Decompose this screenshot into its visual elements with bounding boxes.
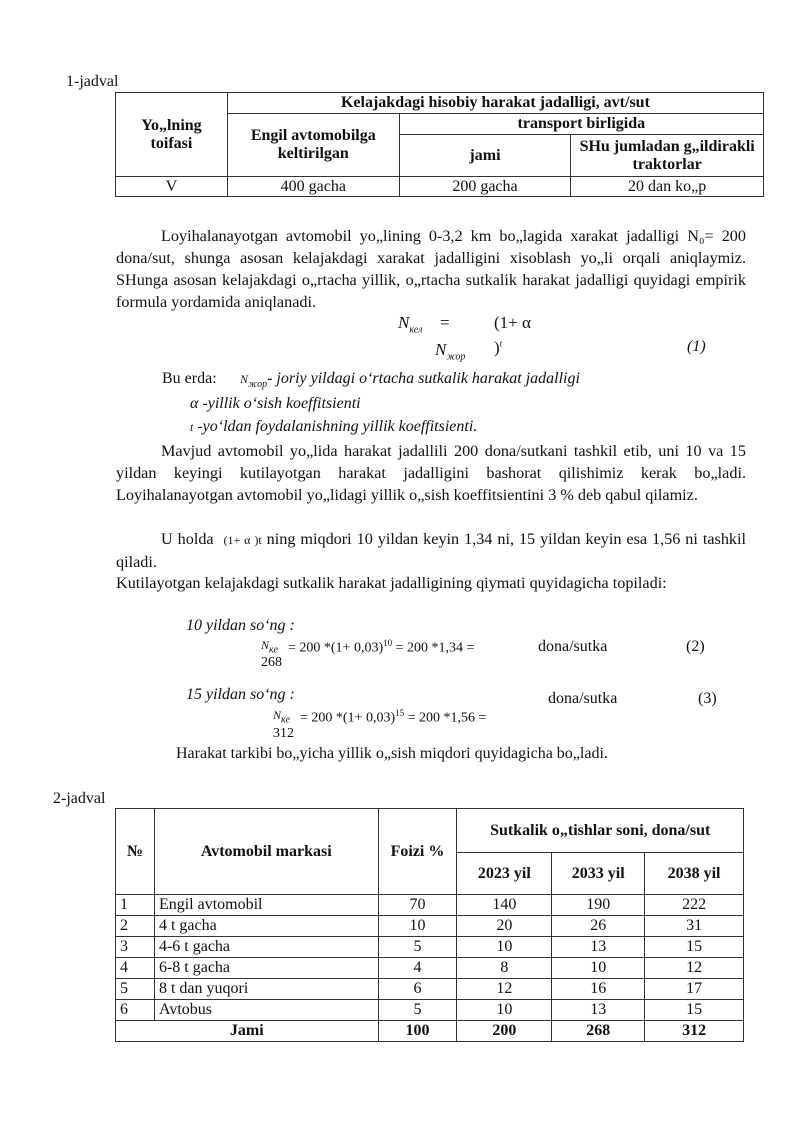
calc15-result: 312 (273, 726, 294, 741)
table2-cell: 4 (116, 958, 155, 979)
paragraph-intro: Loyihalanayotgan avtomobil yo„lining 0-3,2 km bo„lagida xarakat jadalligi N₀= 200 dona/sut, shunga asosan kelajakdagi xarakat jadalligini xisoblash yo„li orqali aniqlaymiz. SHunga asosan kelajakdagi o„rtacha yillik, o„rtacha sutkalik harakat jadalligi quyidagi empirik formula yordamida aniqlanadi. (116, 227, 746, 311)
definition-years: t -yo‘ldan foydalanishning yillik koeffitsienti. (190, 418, 478, 435)
calc15-expression: = 200 $*(1+ 0,03)^{15} = 200$ *1,56 = (300, 708, 487, 726)
calc15-label: 15 yildan so‘ng : (186, 686, 295, 703)
table1-caption: 1-jadval (66, 73, 119, 90)
paragraph-composition: Harakat tarkibi bo„yicha yillik o„sish miqdori quyidagicha bo„ladi. (176, 745, 608, 762)
table-row (116, 958, 744, 979)
table2-cell: 5 (378, 937, 457, 958)
table2-cell: 26 (552, 916, 645, 937)
paragraph-forecast: Mavjud avtomobil yo„lida harakat jadallili 200 dona/sutkani tashkil etib, uni 10 va 15 yildan keyingi kutilayotgan harakat jadalligini bashorat qilishimiz kerak bo„ladi. Loyihalanayotgan avtomobil yo„lidagi yillik o„sish koeffitsientini 3 % deb qabul qilamiz. (116, 442, 746, 504)
table2-header-percent: Foizi % (378, 809, 457, 895)
table2-header-number: № (116, 809, 155, 895)
table-row (116, 937, 744, 958)
table2-total-2023: 200 (457, 1021, 552, 1042)
table2-cell: 5 (116, 979, 155, 1000)
table2-cell: 222 (645, 895, 744, 916)
table1-cell: 400 gacha (227, 177, 399, 197)
definition-growth: α -yillik o‘sish koeffitsienti (190, 395, 361, 412)
formula1-equals: = (440, 313, 450, 332)
table1 (115, 92, 764, 197)
calc15-number: (3) (698, 690, 717, 707)
table1-header-group: Kelajakdagi hisobiy harakat jadalligi, avt/sut (227, 93, 763, 114)
table-row (116, 895, 744, 916)
table2-cell: 5 (378, 1000, 457, 1021)
table2-cell: 13 (552, 1000, 645, 1021)
table1-header-category: Yo„lning toifasi (116, 93, 228, 177)
table1-cell: 200 gacha (399, 177, 571, 197)
table2-cell: 31 (645, 916, 744, 937)
table1-cell: V (116, 177, 228, 197)
table1-header-total: jami (399, 135, 571, 177)
table2-cell: 4 (378, 958, 457, 979)
table-row (116, 177, 764, 197)
table2-cell: 13 (552, 937, 645, 958)
table2-cell: 6 (116, 1000, 155, 1021)
table2-cell: 20 (457, 916, 552, 937)
table2-cell: 16 (552, 979, 645, 1000)
formula1-number: (1) (687, 338, 706, 355)
calc10-lhs: $N_{ке}$ (261, 638, 278, 656)
table-row (116, 916, 744, 937)
table2-header-group: Sutkalik o„tishlar soni, dona/sut (457, 809, 744, 853)
formula1-rhs-close: )$^t$ (494, 338, 503, 357)
table2-cell: 15 (645, 937, 744, 958)
table2-cell: 2 (116, 916, 155, 937)
table2-total-label: Jami (116, 1021, 379, 1042)
table2-cell: 6 (378, 979, 457, 1000)
table2-cell: 10 (378, 916, 457, 937)
calc10-number: (2) (686, 638, 705, 655)
table2-cell: 4-6 t gacha (154, 937, 378, 958)
table2-cell: 10 (457, 1000, 552, 1021)
table2-cell: 8 t dan yuqori (154, 979, 378, 1000)
table2-cell: 190 (552, 895, 645, 916)
table2-cell: 15 (645, 1000, 744, 1021)
formula1-denominator: $N_{жор}$ (435, 340, 466, 363)
table2-cell: 10 (552, 958, 645, 979)
table1-header-light-vehicle: Engil avtomobilga keltirilgan (227, 114, 399, 177)
table2-header-year-2033: 2033 yil (552, 853, 645, 895)
table2-cell: 1 (116, 895, 155, 916)
table2-cell: 3 (116, 937, 155, 958)
table2-cell: 6-8 t gacha (154, 958, 378, 979)
table2 (115, 808, 744, 1042)
calc10-expression: = 200 $*(1+ 0,03)^{10} = 200$ *1,34 = (288, 638, 475, 656)
calc10-result: 268 (261, 655, 282, 670)
table2-header-year-2038: 2038 yil (645, 853, 744, 895)
table2-cell: Avtobus (154, 1000, 378, 1021)
table2-total-2033: 268 (552, 1021, 645, 1042)
table1-header-tractors: SHu jumladan g„ildirakli traktorlar (571, 135, 764, 177)
table2-caption: 2-jadval (53, 790, 106, 807)
table2-cell: 12 (645, 958, 744, 979)
table2-cell: 17 (645, 979, 744, 1000)
table2-total-row (116, 1021, 744, 1042)
definitions-prefix: Bu erda: (162, 370, 217, 387)
table-row (116, 1000, 744, 1021)
paragraph-expected: Kutilayotgan kelajakdagi sutkalik harakat jadalligining qiymati quyidagicha topiladi: (116, 574, 667, 592)
formula1-lhs: $N_{кел}$ (398, 313, 423, 336)
table1-cell: 20 dan ko„p (571, 177, 764, 197)
formula1-rhs: (1+ α (494, 313, 531, 332)
calc10-label: 10 yildan so‘ng : (186, 617, 295, 634)
table2-header-year-2023: 2023 yil (457, 853, 552, 895)
table2-cell: Engil avtomobil (154, 895, 378, 916)
table2-cell: 10 (457, 937, 552, 958)
calc15-lhs: $N_{ке}$ (273, 708, 290, 726)
table2-cell: 70 (378, 895, 457, 916)
calc10-unit: dona/sutka (538, 638, 608, 655)
table2-cell: 12 (457, 979, 552, 1000)
definition-current-flow: $N_{жор}-$ joriy yildagi o‘rtacha sutkalik harakat jadalligi (240, 370, 580, 391)
table-row (116, 979, 744, 1000)
table2-total-2038: 312 (645, 1021, 744, 1042)
calc15-unit: dona/sutka (548, 690, 618, 707)
table1-header-subgroup: transport birligida (399, 114, 763, 135)
table2-header-brand: Avtomobil markasi (154, 809, 378, 895)
paragraph-coefficient: U holda (1+ α )t ning miqdori 10 yildan keyin 1,34 ni, 15 yildan keyin esa 1,56 ni tashkil qiladi. (116, 530, 747, 571)
table2-cell: 4 t gacha (154, 916, 378, 937)
table2-total-percent: 100 (378, 1021, 457, 1042)
table2-cell: 140 (457, 895, 552, 916)
table2-cell: 8 (457, 958, 552, 979)
